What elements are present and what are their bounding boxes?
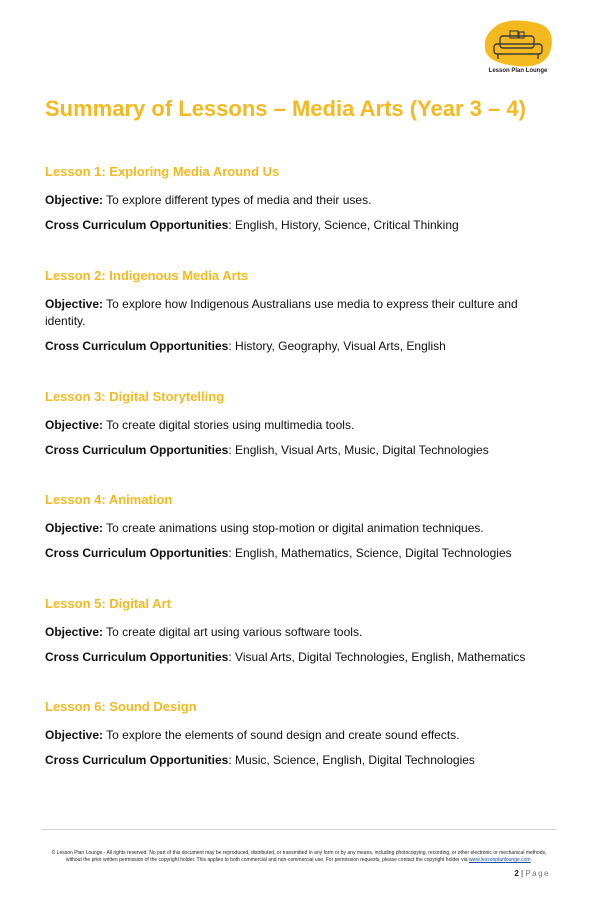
link-suffix: . <box>530 857 532 863</box>
lesson-cross-curriculum <box>45 649 545 666</box>
lesson-title: Lesson 3: Digital Storytelling <box>45 388 225 404</box>
lesson-title: Lesson 6: Sound Design <box>45 699 197 714</box>
lesson-title: Lesson 4: Animation <box>45 492 173 507</box>
cross-curriculum-label: Cross Curriculum Opportunities <box>45 218 229 232</box>
objective-label: Objective: <box>45 296 104 311</box>
lesson-list <box>45 164 545 803</box>
lesson-item <box>45 164 545 268</box>
cross-curriculum-text: : English, Visual Arts, Music, Digital Technologies <box>228 442 489 457</box>
page-title: Summary of Lessons – Media Arts (Year 3 – 4) <box>45 96 526 121</box>
cross-curriculum-text: : Visual Arts, Digital Technologies, English, Mathematics <box>228 649 526 664</box>
lesson-objective <box>45 192 545 209</box>
lesson-title: Lesson 1: Exploring Media Around Us <box>45 164 280 179</box>
cross-curriculum-text: : Music, Science, English, Digital Technologies <box>228 753 475 767</box>
lesson-cross-curriculum <box>45 217 545 234</box>
brand-name: Lesson Plan Lounge <box>488 68 548 74</box>
page-number-value: 2 <box>514 869 519 878</box>
lesson-item <box>45 699 545 803</box>
objective-label: Objective: <box>45 417 104 432</box>
cross-curriculum-text: : English, Mathematics, Science, Digital Technologies <box>228 546 512 560</box>
footer-divider <box>42 829 556 830</box>
cross-curriculum-label: Cross Curriculum Opportunities <box>45 546 229 560</box>
objective-text: To explore different types of media and their uses. <box>106 193 372 207</box>
copyright-text: © Lesson Plan Lounge - All rights reserved. No part of this document may be reproduced, distributed, or transmitted in any form or by any means, including photocopying, recording, or other electronic or mechanical methods, without the prior written permission of the copyright holder. This applies to both commercial and non-commercial use. For permission requests, please contact the copyright holder via <box>51 850 547 863</box>
objective-label: Objective: <box>45 521 104 535</box>
cross-curriculum-label: Cross Curriculum Opportunities <box>45 753 229 767</box>
page-separator: | <box>518 869 526 878</box>
objective-text: To create animations using stop-motion or digital animation techniques. <box>106 521 484 535</box>
lesson-cross-curriculum <box>45 545 545 562</box>
footer-copyright <box>48 850 550 864</box>
lesson-item <box>45 268 545 389</box>
lesson-objective <box>45 296 545 330</box>
website-link[interactable]: www.lessonplanlounge.com <box>468 857 531 863</box>
lesson-item <box>45 492 545 596</box>
lesson-objective <box>45 727 545 744</box>
cross-curriculum-text: : English, History, Science, Critical Thinking <box>228 218 459 232</box>
objective-label: Objective: <box>45 728 104 742</box>
lesson-item <box>45 596 545 700</box>
cross-curriculum-text: : History, Geography, Visual Arts, English <box>228 338 446 353</box>
lesson-cross-curriculum <box>45 752 545 769</box>
sofa-icon <box>482 20 554 72</box>
page-word: Page <box>525 869 550 878</box>
lesson-cross-curriculum <box>45 338 545 355</box>
page-number <box>514 869 550 878</box>
lesson-title: Lesson 2: Indigenous Media Arts <box>45 267 249 283</box>
objective-text: To create digital stories using multimedia tools. <box>106 417 355 432</box>
cross-curriculum-label: Cross Curriculum Opportunities <box>45 649 229 664</box>
objective-label: Objective: <box>45 193 104 207</box>
lesson-objective <box>45 520 545 537</box>
objective-label: Objective: <box>45 624 104 639</box>
cross-curriculum-label: Cross Curriculum Opportunities <box>45 442 229 457</box>
lesson-item <box>45 389 545 493</box>
objective-text: To create digital art using various software tools. <box>106 624 363 639</box>
lesson-objective <box>45 417 545 434</box>
lesson-title: Lesson 5: Digital Art <box>45 595 171 611</box>
cross-curriculum-label: Cross Curriculum Opportunities <box>45 338 229 353</box>
lesson-objective <box>45 624 545 641</box>
lesson-cross-curriculum <box>45 442 545 459</box>
objective-text: To explore the elements of sound design and create sound effects. <box>106 728 460 742</box>
objective-text: To explore how Indigenous Australians use media to express their culture and identity. <box>45 296 518 328</box>
